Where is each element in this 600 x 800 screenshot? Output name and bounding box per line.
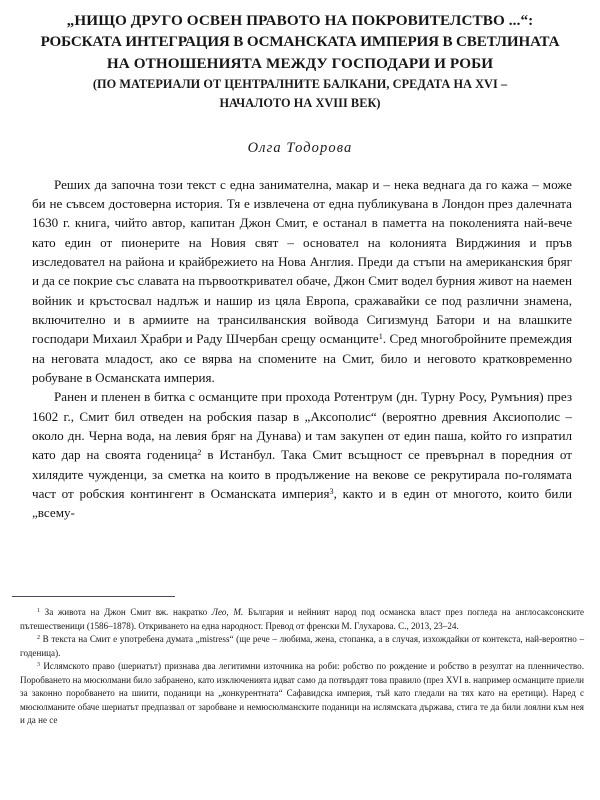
footnote-item: $^2$ В текста на Смит е употребена думата „mistress“ (ще рече – любима, жена, стопанка, а в случая, изхождайки от контекста, най-вероятно – годеница). <box>20 634 584 658</box>
citation-author: Лео, М. <box>211 607 244 617</box>
body-paragraph: Ранен и пленен в битка с османците при прохода Ротентрум (дн. Турну Росу, Румъния) през 1602 г., Смит бил отведен на робския пазар в „Аксополис“ (вероятно древния Аксиополис – около дн. Черна вода, на левия бряг на Дунава) и там закупен от един паша, който го изпратил като дар на своята годеница$^2$ в Истанбул. Така Смит всъщност се превърнал в поредния от хилядите чужденци, за сметка на които в продължение на векове се рекрутирала по-голямата част от робския контингент в Османската империя$^3$, както и в един от многото, които били „всему- <box>32 389 572 521</box>
footnotes-section <box>20 606 584 728</box>
footnote-marker: 3 <box>37 662 40 668</box>
body-paragraph: Реших да започна този текст с една занимателна, макар и – нека веднага да го кажа – може би не съвсем достоверна история. Тя е извлечена от една публикувана в Лондон през далечната 1630 г. книга, чийто автор, капитан Джон Смит, е останал в паметта на поколенията най-вече като един от пионерите на Новия свят – основател на колонията Вирджиния и пръв изследовател на района и крайбрежието на Нова Англия. Преди да стъпи на американския бряг и да се покрие със славата на първооткривател обаче, Джон Смит водел бурния живот на наемен войник и кръстосвал надлъж и нашир из цяла Европа, сражавайки се под различни знамена, включително и в армиите на трансилванския войвода Сигизмунд Батори и на влашките господари Михаил Храбри и Раду Шчербан срещу османците$^1$. Сред многобройните премеждия на неговата младост, ако се вярва на спомените на Смит, било и неговото кратковременно робуване в Османската империя. <box>32 176 573 385</box>
subtitle-line-1: (ПО МАТЕРИАЛИ ОТ ЦЕНТРАЛНИТЕ БАЛКАНИ, СРЕДАТА НА XVI – <box>92 76 508 91</box>
footnote-reference[interactable]: 3 <box>329 486 334 496</box>
footnote-item: $^1$ За живота на Джон Смит вж. накратко Лео, М. България и нейният народ под османска власт през погледа на англосаксонските пътешественици (1586–1878). Откриването на една народност. Превод от френски М. Глухарова. С., 2013, 23–24. <box>20 607 584 631</box>
title-line-2: РОБСКАТА ИНТЕГРАЦИЯ В ОСМАНСКАТА ИМПЕРИЯ В СВЕТЛИНАТА <box>40 33 560 50</box>
footnote-reference[interactable]: 1 <box>378 332 383 342</box>
body-text <box>32 175 572 523</box>
title-block <box>0 0 600 114</box>
subtitle-line-2: НАЧАЛОТО НА XVIII ВЕК) <box>219 96 381 110</box>
footnote-separator-rule <box>12 596 175 597</box>
footnote-item: $^3$ Ислямското право (шериатът) признава два легитимни източника на роби: робство по рождение и робство в резултат на пленничество. Поробването на мюсюлмани било забранено, като изключенията идват само да потвърдят това правило (през XVI в. например османците приели за законно поробването на шиити, поданици на „конкурентната“ Сафавидска империя, тъй като гледали на тях като на еретици). Наред с мюсюлманите обаче шериатът предпазвал от заробване и немюсюлманските поданици на ислямската държава, стига те да били лоялни към нея и да не се <box>20 661 584 725</box>
title-line-1: „НИЩО ДРУГО ОСВЕН ПРАВОТО НА ПОКРОВИТЕЛСТВО ...“: <box>66 12 534 29</box>
footnote-reference[interactable]: 2 <box>197 448 202 458</box>
footnote-marker: 1 <box>37 608 40 614</box>
footnote-marker: 2 <box>37 635 40 641</box>
title-line-3: НА ОТНОШЕНИЯТА МЕЖДУ ГОСПОДАРИ И РОБИ <box>106 55 494 72</box>
author-name: Олга Тодорова <box>247 139 353 156</box>
